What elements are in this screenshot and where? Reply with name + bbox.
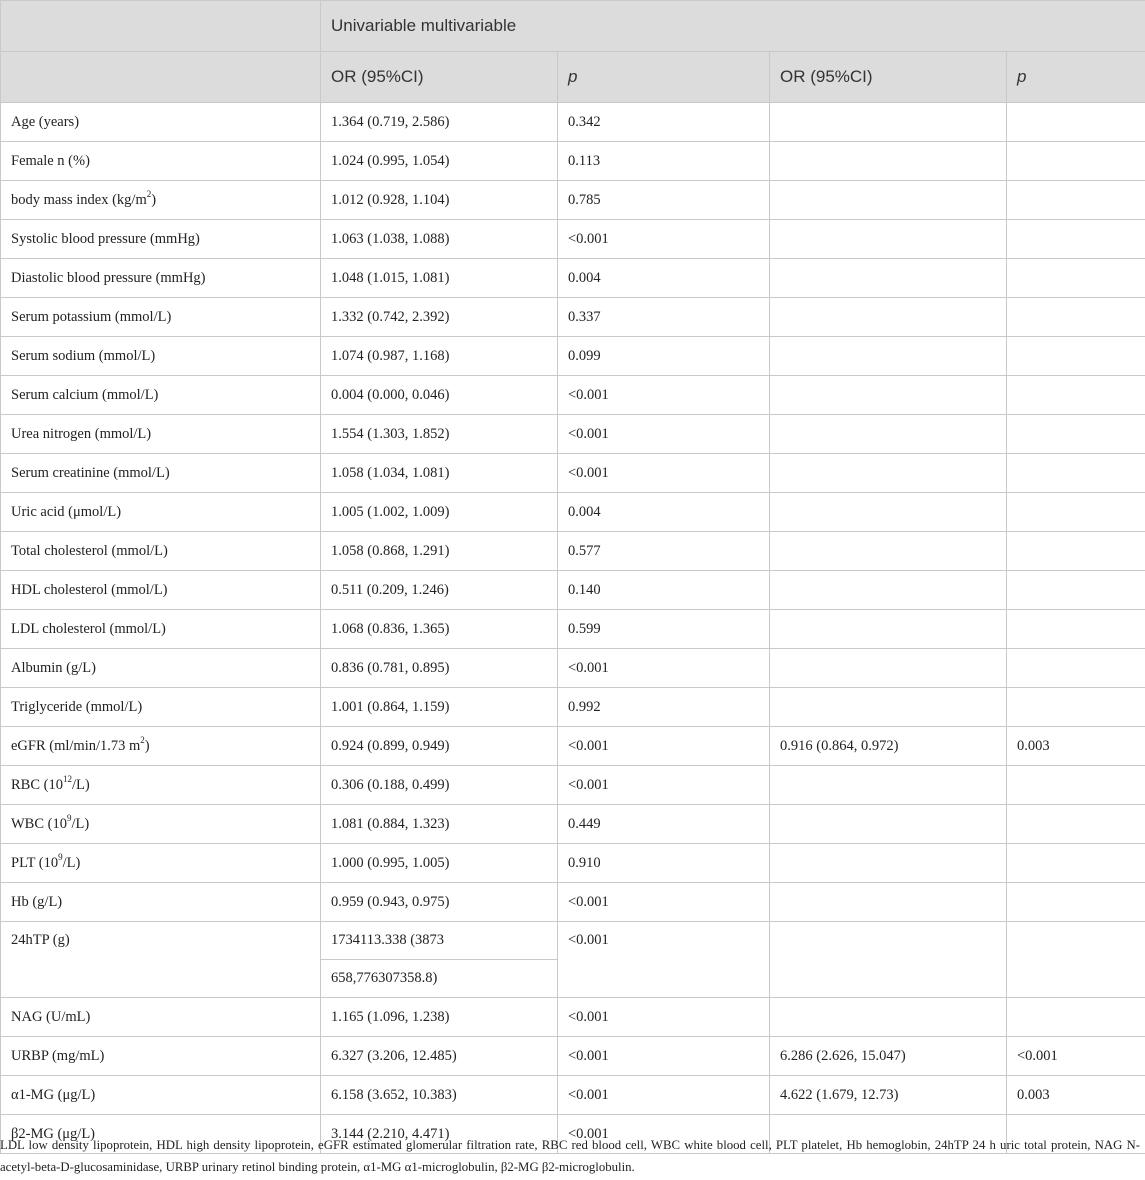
or-multivariable [770,610,1007,649]
row-label: Total cholesterol (mmol/L) [1,532,321,571]
table-row [1,259,1145,298]
p-multivariable [1007,805,1145,844]
p-univariable: <0.001 [558,376,770,415]
p-multivariable [1007,571,1145,610]
row-label: Serum calcium (mmol/L) [1,376,321,415]
row-label: LDL cholesterol (mmol/L) [1,610,321,649]
p-univariable: <0.001 [558,922,770,998]
p-univariable: 0.004 [558,493,770,532]
or-univariable: 1.081 (0.884, 1.323) [321,805,558,844]
col-or-univariable: OR (95%CI) [321,52,558,103]
or-multivariable [770,142,1007,181]
p-univariable: 0.113 [558,142,770,181]
p-univariable: <0.001 [558,883,770,922]
or-univariable: 3.144 (2.210, 4.471) [321,1115,558,1154]
or-multivariable [770,998,1007,1037]
or-multivariable [770,844,1007,883]
or-multivariable [770,688,1007,727]
p-univariable: <0.001 [558,998,770,1037]
table-row [1,649,1145,688]
p-univariable: <0.001 [558,1037,770,1076]
p-multivariable [1007,337,1145,376]
row-label: body mass index $(kg/m^2)$ [1,181,321,220]
or-univariable: 1.554 (1.303, 1.852) [321,415,558,454]
p-univariable: 0.910 [558,844,770,883]
p-univariable: 0.449 [558,805,770,844]
table-row [1,532,1145,571]
or-univariable: 1.058 (0.868, 1.291) [321,532,558,571]
row-label: 24hTP (g) [1,922,321,998]
row-label: Serum sodium (mmol/L) [1,337,321,376]
header-corner-cell [1,1,321,52]
row-label: HDL cholesterol (mmol/L) [1,571,321,610]
p-univariable: 0.337 [558,298,770,337]
or-univariable: 0.959 (0.943, 0.975) [321,883,558,922]
table-row [1,883,1145,922]
or-univariable: 1.005 (1.002, 1.009) [321,493,558,532]
label-superscript: 2 [140,734,145,745]
or-multivariable [770,337,1007,376]
or-multivariable [770,220,1007,259]
p-multivariable [1007,649,1145,688]
table-row [1,142,1145,181]
p-multivariable [1007,998,1145,1037]
table-row [1,298,1145,337]
row-label: Hb (g/L) [1,883,321,922]
table-row [1,727,1145,766]
or-multivariable [770,454,1007,493]
p-multivariable: <0.001 [1007,1037,1145,1076]
p-multivariable [1007,259,1145,298]
or-multivariable [770,649,1007,688]
p-univariable: 0.099 [558,337,770,376]
or-multivariable [770,571,1007,610]
or-multivariable: 0.916 (0.864, 0.972) [770,727,1007,766]
table-row [1,454,1145,493]
or-multivariable [770,532,1007,571]
row-label: Age (years) [1,103,321,142]
or-multivariable [770,298,1007,337]
table-row [1,415,1145,454]
or-univariable: 1.332 (0.742, 2.392) [321,298,558,337]
p-univariable: 0.140 [558,571,770,610]
p-multivariable [1007,766,1145,805]
row-label: Serum creatinine (mmol/L) [1,454,321,493]
or-univariable: 6.327 (3.206, 12.485) [321,1037,558,1076]
row-label: Triglyceride (mmol/L) [1,688,321,727]
p-multivariable: 0.003 [1007,1076,1145,1115]
or-univariable: 1.165 (1.096, 1.238) [321,998,558,1037]
or-multivariable: 4.622 (1.679, 12.73) [770,1076,1007,1115]
table-footnote: LDL low density lipoprotein, HDL high density lipoprotein, eGFR estimated glomerular filtration rate, RBC red blood cell, WBC white blood cell, PLT platelet, Hb hemoglobin, 24hTP 24 h uric total protein, NAG N-acetyl-beta-D-glucosaminidase, URBP urinary retinol binding protein, α1-MG α1-microglobulin, β2-MG β2-microglobulin. [0,1138,1140,1174]
or-multivariable [770,415,1007,454]
row-label: Female n (%) [1,142,321,181]
label-superscript: 12 [62,773,72,784]
table-row [1,1076,1145,1115]
label-superscript: 9 [58,851,63,862]
p-multivariable [1007,142,1145,181]
or-multivariable [770,259,1007,298]
label-superscript: 9 [66,812,72,823]
p-univariable: 0.599 [558,610,770,649]
or-univariable: 1.058 (1.034, 1.081) [321,454,558,493]
p-multivariable [1007,688,1145,727]
p-univariable: 0.577 [558,532,770,571]
table-row [1,805,1145,844]
or-multivariable [770,376,1007,415]
p-multivariable [1007,181,1145,220]
table-row [1,181,1145,220]
p-univariable: <0.001 [558,1076,770,1115]
or-univariable: 1.048 (1.015, 1.081) [321,259,558,298]
header-corner-cell [1,52,321,103]
row-label: RBC $(10^{12}/L)$ [1,766,321,805]
row-label: Serum potassium (mmol/L) [1,298,321,337]
table-row [1,1037,1145,1076]
p-univariable: <0.001 [558,766,770,805]
p-univariable: <0.001 [558,1115,770,1154]
p-multivariable [1007,844,1145,883]
row-label: α1-MG (μg/L) [1,1076,321,1115]
p-multivariable [1007,922,1145,998]
p-univariable: <0.001 [558,220,770,259]
p-univariable: 0.004 [558,259,770,298]
or-univariable: 0.511 (0.209, 1.246) [321,571,558,610]
table-row [1,337,1145,376]
p-multivariable [1007,103,1145,142]
p-univariable: <0.001 [558,454,770,493]
table-row [1,998,1145,1037]
p-multivariable [1007,220,1145,259]
p-univariable: <0.001 [558,415,770,454]
or-multivariable [770,103,1007,142]
header-row-group [1,1,1145,52]
or-univariable: 1.074 (0.987, 1.168) [321,337,558,376]
col-p-multivariable: p [1007,52,1145,103]
p-multivariable [1007,415,1145,454]
or-univariable: 0.004 (0.000, 0.046) [321,376,558,415]
row-label: NAG (U/mL) [1,998,321,1037]
p-univariable: 0.785 [558,181,770,220]
or-univariable-line1: 1734113.338 (3873 [321,922,558,960]
or-univariable: 1.001 (0.864, 1.159) [321,688,558,727]
row-label: Uric acid (μmol/L) [1,493,321,532]
p-univariable: 0.992 [558,688,770,727]
row-label: Urea nitrogen (mmol/L) [1,415,321,454]
row-label: WBC $(10^9/L)$ [1,805,321,844]
p-multivariable [1007,454,1145,493]
or-univariable: 0.836 (0.781, 0.895) [321,649,558,688]
table-row [1,922,1145,960]
or-univariable: 1.364 (0.719, 2.586) [321,103,558,142]
or-univariable: 1.000 (0.995, 1.005) [321,844,558,883]
p-multivariable [1007,493,1145,532]
table-row [1,220,1145,259]
row-label: PLT $(10^9/L)$ [1,844,321,883]
or-multivariable [770,805,1007,844]
or-univariable: 6.158 (3.652, 10.383) [321,1076,558,1115]
p-multivariable: 0.003 [1007,727,1145,766]
row-label: URBP (mg/mL) [1,1037,321,1076]
or-multivariable [770,493,1007,532]
header-row-columns [1,52,1145,103]
table-row [1,844,1145,883]
p-multivariable [1007,883,1145,922]
or-multivariable [770,922,1007,998]
or-multivariable [770,181,1007,220]
or-multivariable: 6.286 (2.626, 15.047) [770,1037,1007,1076]
or-univariable: 0.924 (0.899, 0.949) [321,727,558,766]
or-univariable: 1.068 (0.836, 1.365) [321,610,558,649]
row-label: eGFR (ml/min/1.73 $m^2$) [1,727,321,766]
p-univariable: <0.001 [558,649,770,688]
or-multivariable [770,766,1007,805]
or-univariable: 1.012 (0.928, 1.104) [321,181,558,220]
table-row [1,688,1145,727]
header-group-label: Univariable multivariable [321,1,1145,52]
col-p-univariable: p [558,52,770,103]
p-multivariable [1007,532,1145,571]
table-row [1,493,1145,532]
row-label: Diastolic blood pressure (mmHg) [1,259,321,298]
p-univariable: 0.342 [558,103,770,142]
table-row [1,571,1145,610]
p-multivariable [1007,298,1145,337]
or-univariable: 0.306 (0.188, 0.499) [321,766,558,805]
table-row [1,103,1145,142]
p-multivariable [1007,376,1145,415]
row-label: Albumin (g/L) [1,649,321,688]
table-row [1,376,1145,415]
row-label: β2-MG (μg/L) [1,1115,321,1154]
or-multivariable [770,883,1007,922]
or-univariable: 1.024 (0.995, 1.054) [321,142,558,181]
or-univariable-line2: 658,776307358.8) [321,960,558,998]
table-row [1,766,1145,805]
p-univariable: <0.001 [558,727,770,766]
table-row [1,610,1145,649]
row-label: Systolic blood pressure (mmHg) [1,220,321,259]
label-superscript: 2 [146,188,152,199]
or-univariable: 1.063 (1.038, 1.088) [321,220,558,259]
col-or-multivariable: OR (95%CI) [770,52,1007,103]
p-multivariable [1007,610,1145,649]
